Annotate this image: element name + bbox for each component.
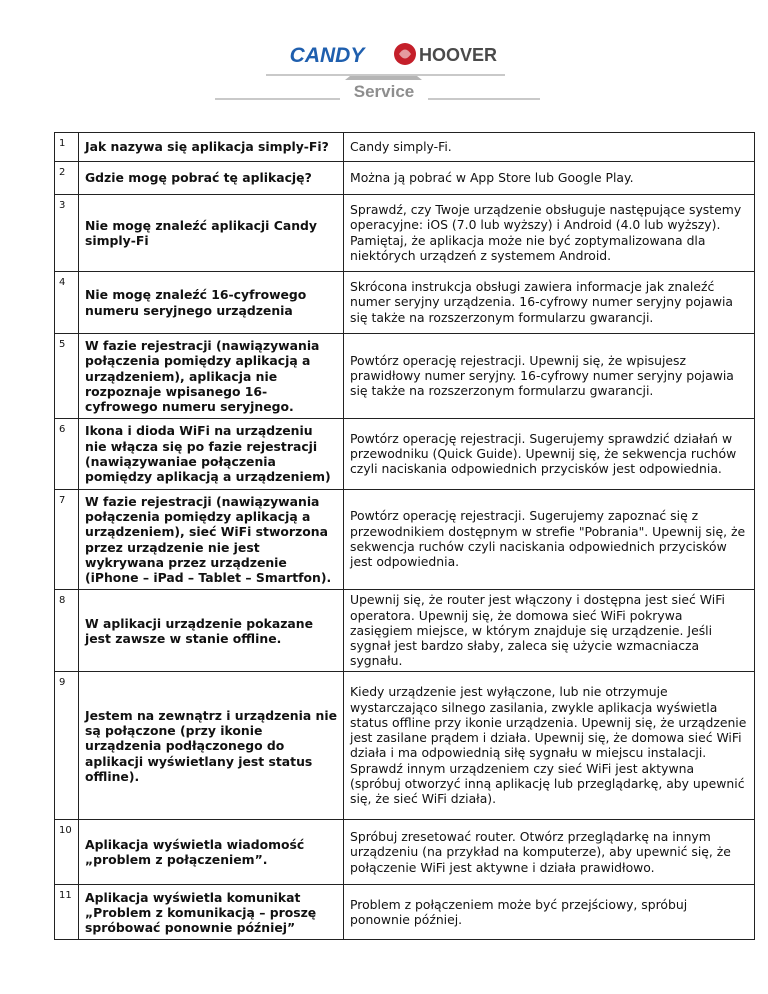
row-number: 5 bbox=[55, 334, 79, 419]
row-number: 4 bbox=[55, 272, 79, 334]
question-cell: W aplikacji urządzenie pokazane jest zawsze w stanie offline. bbox=[79, 590, 344, 672]
row-number: 10 bbox=[55, 820, 79, 885]
question-cell: Jak nazywa się aplikacja simply-Fi? bbox=[79, 133, 344, 162]
answer-cell: Można ją pobrać w App Store lub Google Play. bbox=[344, 162, 755, 195]
answer-cell: Upewnij się, że router jest włączony i dostępna jest sieć WiFi operatora. Upewnij się, że domowa sieć WiFi pokrywa zasięgiem miejsce, w którym znajduje się urządzenie. Jeśli sygnał jest bardzo słaby, zaleca się użycie wzmacniacza sygnału. bbox=[344, 590, 755, 672]
faq-row bbox=[55, 820, 755, 885]
row-number: 2 bbox=[55, 162, 79, 195]
row-number: 8 bbox=[55, 590, 79, 672]
service-label: Service bbox=[353, 82, 415, 101]
candy-logo: CANDY bbox=[289, 44, 365, 67]
answer-cell: Spróbuj zresetować router. Otwórz przeglądarkę na innym urządzeniu (na przykład na komputerze), aby upewnić się, że połączenie WiFi jest aktywne i działa prawidłowo. bbox=[344, 820, 755, 885]
question-cell: Nie mogę znaleźć aplikacji Candy simply-Fi bbox=[79, 195, 344, 272]
hoover-logo-text: HOOVER bbox=[419, 45, 498, 65]
faq-row bbox=[55, 195, 755, 272]
faq-row bbox=[55, 489, 755, 590]
question-cell: Ikona i dioda WiFi na urządzeniu nie włącza się po fazie rejestracji (nawiązywaniae połączenia pomiędzy aplikacją a urządzeniem) bbox=[79, 419, 344, 489]
answer-cell: Powtórz operację rejestracji. Upewnij się, że wpisujesz prawidłowy numer seryjny. 16-cyfrowy numer seryjny pojawia się także na rozszerzonym formularzu gwarancji. bbox=[344, 334, 755, 419]
row-number: 7 bbox=[55, 489, 79, 590]
question-cell: Gdzie mogę pobrać tę aplikację? bbox=[79, 162, 344, 195]
hoover-logo bbox=[394, 43, 497, 65]
question-cell: W fazie rejestracji (nawiązywania połączenia pomiędzy aplikacją a urządzeniem), aplikacja nie rozpoznaje wpisanego 16-cyfrowego numeru seryjnego. bbox=[79, 334, 344, 419]
faq-row bbox=[55, 334, 755, 419]
row-number: 11 bbox=[55, 885, 79, 940]
faq-table bbox=[54, 132, 755, 940]
question-cell: Jestem na zewnątrz i urządzenia nie są połączone (przy ikonie urządzenia podłączonego do aplikacji wyświetlany jest status offline). bbox=[79, 672, 344, 820]
faq-row bbox=[55, 162, 755, 195]
question-cell: W fazie rejestracji (nawiązywania połączenia pomiędzy aplikacją a urządzeniem), sieć WiFi stworzona przez urządzenie nie jest wykrywana przez urządzenie (iPhone – iPad – Tablet – Smartfon). bbox=[79, 489, 344, 590]
row-number: 6 bbox=[55, 419, 79, 489]
faq-row bbox=[55, 590, 755, 672]
question-cell: Nie mogę znaleźć 16-cyfrowego numeru seryjnego urządzenia bbox=[79, 272, 344, 334]
answer-cell: Powtórz operację rejestracji. Sugerujemy zapoznać się z przewodnikiem dostępnym w strefie "Pobrania". Upewnij się, że sekwencja ruchów czyli naciskania odpowiednich przycisków jest odpowiednia. bbox=[344, 489, 755, 590]
faq-row bbox=[55, 672, 755, 820]
answer-cell: Powtórz operację rejestracji. Sugerujemy sprawdzić działań w przewodniku (Quick Guide). Upewnij się, że sekwencja ruchów czyli naciskania odpowiednich przycisków jest odpowiednia. bbox=[344, 419, 755, 489]
brand-header bbox=[0, 0, 768, 110]
row-number: 3 bbox=[55, 195, 79, 272]
service-tab bbox=[345, 76, 422, 80]
row-number: 9 bbox=[55, 672, 79, 820]
answer-cell: Skrócona instrukcja obsługi zawiera informacje jak znaleźć numer seryjny urządzenia. 16-cyfrowy numer seryjny pojawia się także na rozszerzonym formularzu gwarancji. bbox=[344, 272, 755, 334]
faq-row bbox=[55, 885, 755, 940]
faq-row bbox=[55, 272, 755, 334]
answer-cell: Sprawdź, czy Twoje urządzenie obsługuje następujące systemy operacyjne: iOS (7.0 lub wyższy) i Android (4.0 lub wyższy). Pamiętaj, że aplikacja może nie być zoptymalizowana dla niektórych urządzeń z systemem Android. bbox=[344, 195, 755, 272]
faq-row bbox=[55, 419, 755, 489]
faq-row bbox=[55, 133, 755, 162]
answer-cell: Problem z połączeniem może być przejściowy, spróbuj ponownie później. bbox=[344, 885, 755, 940]
answer-cell: Kiedy urządzenie jest wyłączone, lub nie otrzymuje wystarczająco silnego zasilania, zwykle aplikacja wyświetla status offline przy ikonie urządzenia. Upewnij się, że urządzenie jest zasilane prądem i działa. Upewnij się, że domowa sieć WiFi działa i ma odpowiednią siłę sygnału w miejscu instalacji. Sprawdź innym urządzeniem czy sieć WiFi jest aktywna (spróbuj otworzyć inną aplikację lub przeglądarkę, aby upewnić się, że sieć WiFi działa). bbox=[344, 672, 755, 820]
question-cell: Aplikacja wyświetla wiadomość „problem z połączeniem”. bbox=[79, 820, 344, 885]
question-cell: Aplikacja wyświetla komunikat „Problem z komunikacją – proszę spróbować ponownie później” bbox=[79, 885, 344, 940]
answer-cell: Candy simply-Fi. bbox=[344, 133, 755, 162]
row-number: 1 bbox=[55, 133, 79, 162]
